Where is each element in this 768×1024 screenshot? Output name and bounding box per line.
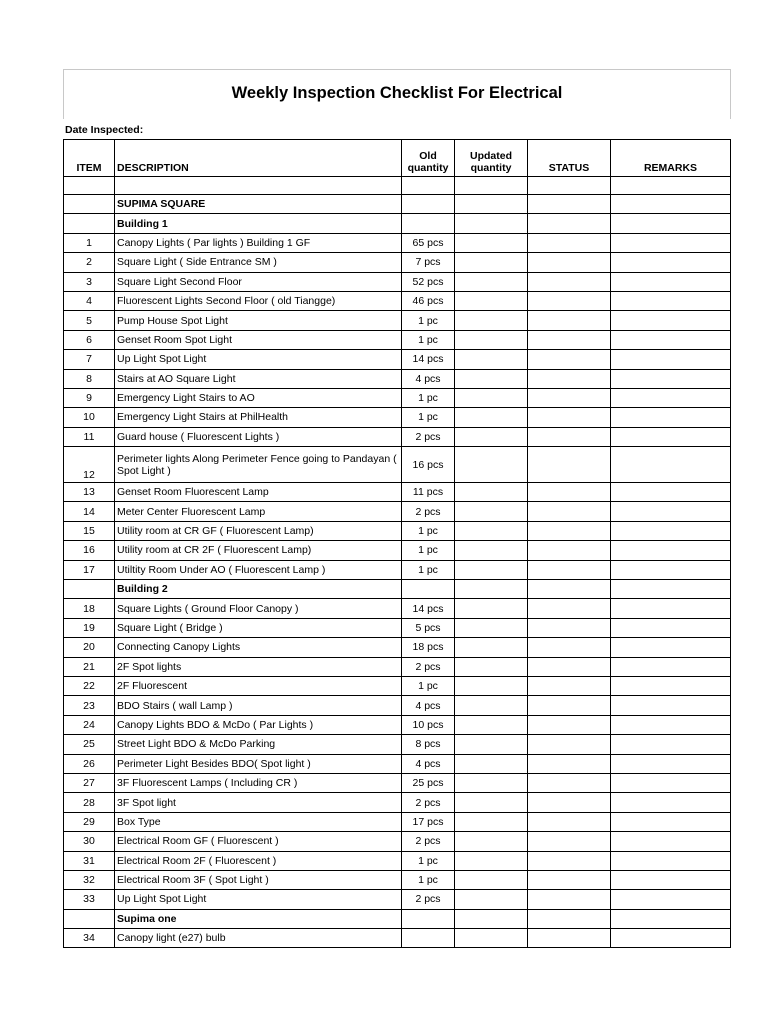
- remarks-cell: [611, 580, 731, 599]
- header-old-quantity: [402, 140, 455, 177]
- header-description: DESCRIPTION: [115, 140, 402, 177]
- item-cell: 30: [64, 832, 115, 851]
- updated-quantity-cell: [455, 369, 528, 388]
- table-row: [64, 638, 731, 657]
- table-row: [64, 832, 731, 851]
- table-row: [64, 676, 731, 695]
- item-cell: 34: [64, 929, 115, 948]
- item-cell: 7: [64, 350, 115, 369]
- table-row: [64, 793, 731, 812]
- remarks-cell: [611, 754, 731, 773]
- header-updated-quantity: [455, 140, 528, 177]
- table-row: [64, 369, 731, 388]
- table-row: [64, 291, 731, 310]
- updated-quantity-cell: [455, 195, 528, 214]
- item-cell: 11: [64, 427, 115, 446]
- status-cell: [528, 754, 611, 773]
- remarks-cell: [611, 696, 731, 715]
- status-cell: [528, 851, 611, 870]
- description-cell: Guard house ( Fluorescent Lights ): [115, 427, 402, 446]
- updated-quantity-cell: [455, 832, 528, 851]
- table-row: [64, 233, 731, 252]
- status-cell: [528, 638, 611, 657]
- table-row: [64, 541, 731, 560]
- description-cell: Perimeter lights Along Perimeter Fence going to Pandayan ( Spot Light ): [115, 447, 402, 483]
- item-cell: 28: [64, 793, 115, 812]
- description-cell: Connecting Canopy Lights: [115, 638, 402, 657]
- updated-quantity-cell: [455, 427, 528, 446]
- description-cell: Pump House Spot Light: [115, 311, 402, 330]
- table-row: [64, 311, 731, 330]
- old-quantity-cell: 25 pcs: [402, 773, 455, 792]
- status-cell: [528, 502, 611, 521]
- description-cell: 3F Spot light: [115, 793, 402, 812]
- item-cell: 27: [64, 773, 115, 792]
- old-quantity-cell: [402, 909, 455, 928]
- description-cell: Square Light ( Side Entrance SM ): [115, 253, 402, 272]
- remarks-cell: [611, 812, 731, 831]
- old-quantity-cell: 1 pc: [402, 330, 455, 349]
- item-cell: 21: [64, 657, 115, 676]
- page-title: Weekly Inspection Checklist For Electrical: [231, 84, 563, 102]
- updated-quantity-cell: [455, 890, 528, 909]
- table-row: [64, 851, 731, 870]
- updated-quantity-cell: [455, 447, 528, 483]
- old-quantity-cell: 1 pc: [402, 541, 455, 560]
- old-quantity-cell: 1 pc: [402, 408, 455, 427]
- updated-quantity-cell: [455, 233, 528, 252]
- remarks-cell: [611, 291, 731, 310]
- table-row: [64, 599, 731, 618]
- updated-quantity-cell: [455, 541, 528, 560]
- remarks-cell: [611, 657, 731, 676]
- old-quantity-cell: 4 pcs: [402, 696, 455, 715]
- table-row: [64, 521, 731, 540]
- status-cell: [528, 311, 611, 330]
- old-quantity-cell: 14 pcs: [402, 599, 455, 618]
- table-row: [64, 388, 731, 407]
- status-cell: [528, 773, 611, 792]
- status-cell: [528, 599, 611, 618]
- table-row: [64, 502, 731, 521]
- item-cell: 26: [64, 754, 115, 773]
- updated-quantity-cell: [455, 253, 528, 272]
- old-quantity-cell: [402, 177, 455, 195]
- updated-quantity-cell: [455, 773, 528, 792]
- description-cell: Box Type: [115, 812, 402, 831]
- updated-quantity-cell: [455, 291, 528, 310]
- remarks-cell: [611, 483, 731, 502]
- item-cell: 8: [64, 369, 115, 388]
- updated-quantity-cell: [455, 214, 528, 233]
- old-quantity-cell: 5 pcs: [402, 618, 455, 637]
- remarks-cell: [611, 618, 731, 637]
- description-cell: Square Lights ( Ground Floor Canopy ): [115, 599, 402, 618]
- description-cell: Supima one: [115, 909, 402, 928]
- item-cell: 25: [64, 735, 115, 754]
- status-cell: [528, 929, 611, 948]
- remarks-cell: [611, 599, 731, 618]
- remarks-cell: [611, 447, 731, 483]
- status-cell: [528, 560, 611, 579]
- old-quantity-cell: [402, 214, 455, 233]
- updated-quantity-cell: [455, 676, 528, 695]
- status-cell: [528, 408, 611, 427]
- item-cell: 13: [64, 483, 115, 502]
- old-quantity-cell: [402, 580, 455, 599]
- item-cell: 33: [64, 890, 115, 909]
- item-cell: 10: [64, 408, 115, 427]
- status-cell: [528, 580, 611, 599]
- status-cell: [528, 657, 611, 676]
- old-quantity-cell: [402, 195, 455, 214]
- table-row: [64, 483, 731, 502]
- table-row: [64, 350, 731, 369]
- status-cell: [528, 369, 611, 388]
- description-cell: Perimeter Light Besides BDO( Spot light ): [115, 754, 402, 773]
- remarks-cell: [611, 311, 731, 330]
- remarks-cell: [611, 909, 731, 928]
- updated-quantity-cell: [455, 177, 528, 195]
- old-quantity-cell: 2 pcs: [402, 427, 455, 446]
- remarks-cell: [611, 715, 731, 734]
- old-quantity-cell: 46 pcs: [402, 291, 455, 310]
- description-cell: Fluorescent Lights Second Floor ( old Tiangge): [115, 291, 402, 310]
- table-row: [64, 754, 731, 773]
- old-quantity-cell: 18 pcs: [402, 638, 455, 657]
- item-cell: 18: [64, 599, 115, 618]
- description-cell: Meter Center Fluorescent Lamp: [115, 502, 402, 521]
- item-cell: 16: [64, 541, 115, 560]
- description-cell: Genset Room Fluorescent Lamp: [115, 483, 402, 502]
- item-cell: 5: [64, 311, 115, 330]
- title-box: [63, 69, 731, 119]
- old-quantity-cell: 1 pc: [402, 388, 455, 407]
- status-cell: [528, 291, 611, 310]
- status-cell: [528, 832, 611, 851]
- description-cell: Building 2: [115, 580, 402, 599]
- description-cell: 2F Spot lights: [115, 657, 402, 676]
- item-cell: 15: [64, 521, 115, 540]
- updated-quantity-cell: [455, 350, 528, 369]
- status-cell: [528, 909, 611, 928]
- status-cell: [528, 541, 611, 560]
- header-updated-quantity-text: Updated quantity: [470, 150, 512, 174]
- updated-quantity-cell: [455, 599, 528, 618]
- updated-quantity-cell: [455, 638, 528, 657]
- updated-quantity-cell: [455, 502, 528, 521]
- table-row: [64, 929, 731, 948]
- checklist-table: [63, 139, 731, 948]
- item-cell: 23: [64, 696, 115, 715]
- table-row: [64, 773, 731, 792]
- updated-quantity-cell: [455, 793, 528, 812]
- remarks-cell: [611, 541, 731, 560]
- updated-quantity-cell: [455, 812, 528, 831]
- old-quantity-cell: 2 pcs: [402, 793, 455, 812]
- updated-quantity-cell: [455, 715, 528, 734]
- table-row: [64, 715, 731, 734]
- description-cell: BDO Stairs ( wall Lamp ): [115, 696, 402, 715]
- remarks-cell: [611, 793, 731, 812]
- header-old-quantity-text: Old quantity: [407, 150, 449, 174]
- updated-quantity-cell: [455, 754, 528, 773]
- status-cell: [528, 177, 611, 195]
- old-quantity-cell: 16 pcs: [402, 447, 455, 483]
- description-cell: Utility room at CR GF ( Fluorescent Lamp): [115, 521, 402, 540]
- table-row: [64, 812, 731, 831]
- table-row: [64, 447, 731, 483]
- old-quantity-cell: 1 pc: [402, 560, 455, 579]
- table-row: [64, 890, 731, 909]
- table-row: [64, 272, 731, 291]
- remarks-cell: [611, 521, 731, 540]
- updated-quantity-cell: [455, 657, 528, 676]
- updated-quantity-cell: [455, 735, 528, 754]
- remarks-cell: [611, 890, 731, 909]
- old-quantity-cell: 10 pcs: [402, 715, 455, 734]
- old-quantity-cell: [402, 929, 455, 948]
- table-body: [64, 177, 731, 948]
- description-cell: SUPIMA SQUARE: [115, 195, 402, 214]
- updated-quantity-cell: [455, 909, 528, 928]
- status-cell: [528, 715, 611, 734]
- description-cell: Canopy Lights ( Par lights ) Building 1 GF: [115, 233, 402, 252]
- table-row: [64, 909, 731, 928]
- item-cell: [64, 909, 115, 928]
- old-quantity-cell: 1 pc: [402, 521, 455, 540]
- description-cell: Up Light Spot Light: [115, 350, 402, 369]
- status-cell: [528, 793, 611, 812]
- old-quantity-cell: 4 pcs: [402, 754, 455, 773]
- table-row: [64, 696, 731, 715]
- description-cell: Electrical Room 3F ( Spot Light ): [115, 870, 402, 889]
- updated-quantity-cell: [455, 311, 528, 330]
- item-cell: 31: [64, 851, 115, 870]
- table-row: [64, 560, 731, 579]
- description-cell: 2F Fluorescent: [115, 676, 402, 695]
- remarks-cell: [611, 735, 731, 754]
- remarks-cell: [611, 638, 731, 657]
- status-cell: [528, 195, 611, 214]
- old-quantity-cell: 2 pcs: [402, 890, 455, 909]
- item-cell: 32: [64, 870, 115, 889]
- description-cell: [115, 177, 402, 195]
- item-cell: 19: [64, 618, 115, 637]
- item-cell: [64, 177, 115, 195]
- item-cell: 29: [64, 812, 115, 831]
- item-cell: 20: [64, 638, 115, 657]
- status-cell: [528, 233, 611, 252]
- remarks-cell: [611, 388, 731, 407]
- description-cell: Square Light ( Bridge ): [115, 618, 402, 637]
- item-cell: 9: [64, 388, 115, 407]
- old-quantity-cell: 1 pc: [402, 311, 455, 330]
- description-cell: 3F Fluorescent Lamps ( Including CR ): [115, 773, 402, 792]
- old-quantity-cell: 2 pcs: [402, 502, 455, 521]
- item-cell: 3: [64, 272, 115, 291]
- old-quantity-cell: 52 pcs: [402, 272, 455, 291]
- old-quantity-cell: 7 pcs: [402, 253, 455, 272]
- old-quantity-cell: 11 pcs: [402, 483, 455, 502]
- old-quantity-cell: 4 pcs: [402, 369, 455, 388]
- status-cell: [528, 447, 611, 483]
- remarks-cell: [611, 330, 731, 349]
- updated-quantity-cell: [455, 330, 528, 349]
- header-status: STATUS: [528, 140, 611, 177]
- description-cell: Building 1: [115, 214, 402, 233]
- old-quantity-cell: 1 pc: [402, 870, 455, 889]
- status-cell: [528, 272, 611, 291]
- remarks-cell: [611, 832, 731, 851]
- header-remarks: REMARKS: [611, 140, 731, 177]
- updated-quantity-cell: [455, 618, 528, 637]
- updated-quantity-cell: [455, 272, 528, 291]
- description-cell: Genset Room Spot Light: [115, 330, 402, 349]
- table-row: [64, 177, 731, 195]
- remarks-cell: [611, 427, 731, 446]
- table-row: [64, 657, 731, 676]
- description-cell: Electrical Room GF ( Fluorescent ): [115, 832, 402, 851]
- old-quantity-cell: 2 pcs: [402, 832, 455, 851]
- item-cell: 2: [64, 253, 115, 272]
- remarks-cell: [611, 195, 731, 214]
- status-cell: [528, 427, 611, 446]
- table-row: [64, 618, 731, 637]
- status-cell: [528, 521, 611, 540]
- table-row: [64, 330, 731, 349]
- remarks-cell: [611, 851, 731, 870]
- description-cell: Emergency Light Stairs at PhilHealth: [115, 408, 402, 427]
- item-cell: 6: [64, 330, 115, 349]
- updated-quantity-cell: [455, 580, 528, 599]
- old-quantity-cell: 8 pcs: [402, 735, 455, 754]
- item-cell: 17: [64, 560, 115, 579]
- table-row: [64, 214, 731, 233]
- remarks-cell: [611, 408, 731, 427]
- updated-quantity-cell: [455, 696, 528, 715]
- table-row: [64, 408, 731, 427]
- status-cell: [528, 618, 611, 637]
- table-row: [64, 195, 731, 214]
- remarks-cell: [611, 369, 731, 388]
- updated-quantity-cell: [455, 851, 528, 870]
- table-row: [64, 870, 731, 889]
- description-cell: Up Light Spot Light: [115, 890, 402, 909]
- table-row: [64, 580, 731, 599]
- item-cell: 22: [64, 676, 115, 695]
- item-cell: 4: [64, 291, 115, 310]
- status-cell: [528, 483, 611, 502]
- remarks-cell: [611, 233, 731, 252]
- description-cell: Street Light BDO & McDo Parking: [115, 735, 402, 754]
- status-cell: [528, 350, 611, 369]
- description-cell: Canopy Lights BDO & McDo ( Par Lights ): [115, 715, 402, 734]
- updated-quantity-cell: [455, 560, 528, 579]
- updated-quantity-cell: [455, 870, 528, 889]
- item-cell: 12: [64, 447, 115, 483]
- old-quantity-cell: 17 pcs: [402, 812, 455, 831]
- remarks-cell: [611, 272, 731, 291]
- remarks-cell: [611, 560, 731, 579]
- updated-quantity-cell: [455, 483, 528, 502]
- updated-quantity-cell: [455, 408, 528, 427]
- status-cell: [528, 735, 611, 754]
- status-cell: [528, 812, 611, 831]
- item-cell: 1: [64, 233, 115, 252]
- old-quantity-cell: 1 pc: [402, 676, 455, 695]
- remarks-cell: [611, 773, 731, 792]
- description-cell: Canopy light (e27) bulb: [115, 929, 402, 948]
- old-quantity-cell: 65 pcs: [402, 233, 455, 252]
- status-cell: [528, 253, 611, 272]
- table-row: [64, 253, 731, 272]
- remarks-cell: [611, 214, 731, 233]
- remarks-cell: [611, 929, 731, 948]
- description-cell: Electrical Room 2F ( Fluorescent ): [115, 851, 402, 870]
- remarks-cell: [611, 870, 731, 889]
- remarks-cell: [611, 676, 731, 695]
- status-cell: [528, 696, 611, 715]
- description-cell: Utility room at CR 2F ( Fluorescent Lamp): [115, 541, 402, 560]
- remarks-cell: [611, 502, 731, 521]
- updated-quantity-cell: [455, 521, 528, 540]
- updated-quantity-cell: [455, 388, 528, 407]
- status-cell: [528, 330, 611, 349]
- old-quantity-cell: 14 pcs: [402, 350, 455, 369]
- old-quantity-cell: 2 pcs: [402, 657, 455, 676]
- description-cell: Square Light Second Floor: [115, 272, 402, 291]
- header-item: ITEM: [64, 140, 115, 177]
- description-cell: Stairs at AO Square Light: [115, 369, 402, 388]
- status-cell: [528, 870, 611, 889]
- remarks-cell: [611, 177, 731, 195]
- updated-quantity-cell: [455, 929, 528, 948]
- remarks-cell: [611, 253, 731, 272]
- old-quantity-cell: 1 pc: [402, 851, 455, 870]
- table-row: [64, 427, 731, 446]
- status-cell: [528, 214, 611, 233]
- status-cell: [528, 388, 611, 407]
- item-cell: [64, 195, 115, 214]
- item-cell: 24: [64, 715, 115, 734]
- item-cell: 14: [64, 502, 115, 521]
- status-cell: [528, 676, 611, 695]
- remarks-cell: [611, 350, 731, 369]
- status-cell: [528, 890, 611, 909]
- item-cell: [64, 580, 115, 599]
- table-header-row: [64, 140, 731, 177]
- table-row: [64, 735, 731, 754]
- item-cell: [64, 214, 115, 233]
- description-cell: Emergency Light Stairs to AO: [115, 388, 402, 407]
- date-inspected-label: Date Inspected:: [65, 124, 144, 136]
- description-cell: Utiltity Room Under AO ( Fluorescent Lamp ): [115, 560, 402, 579]
